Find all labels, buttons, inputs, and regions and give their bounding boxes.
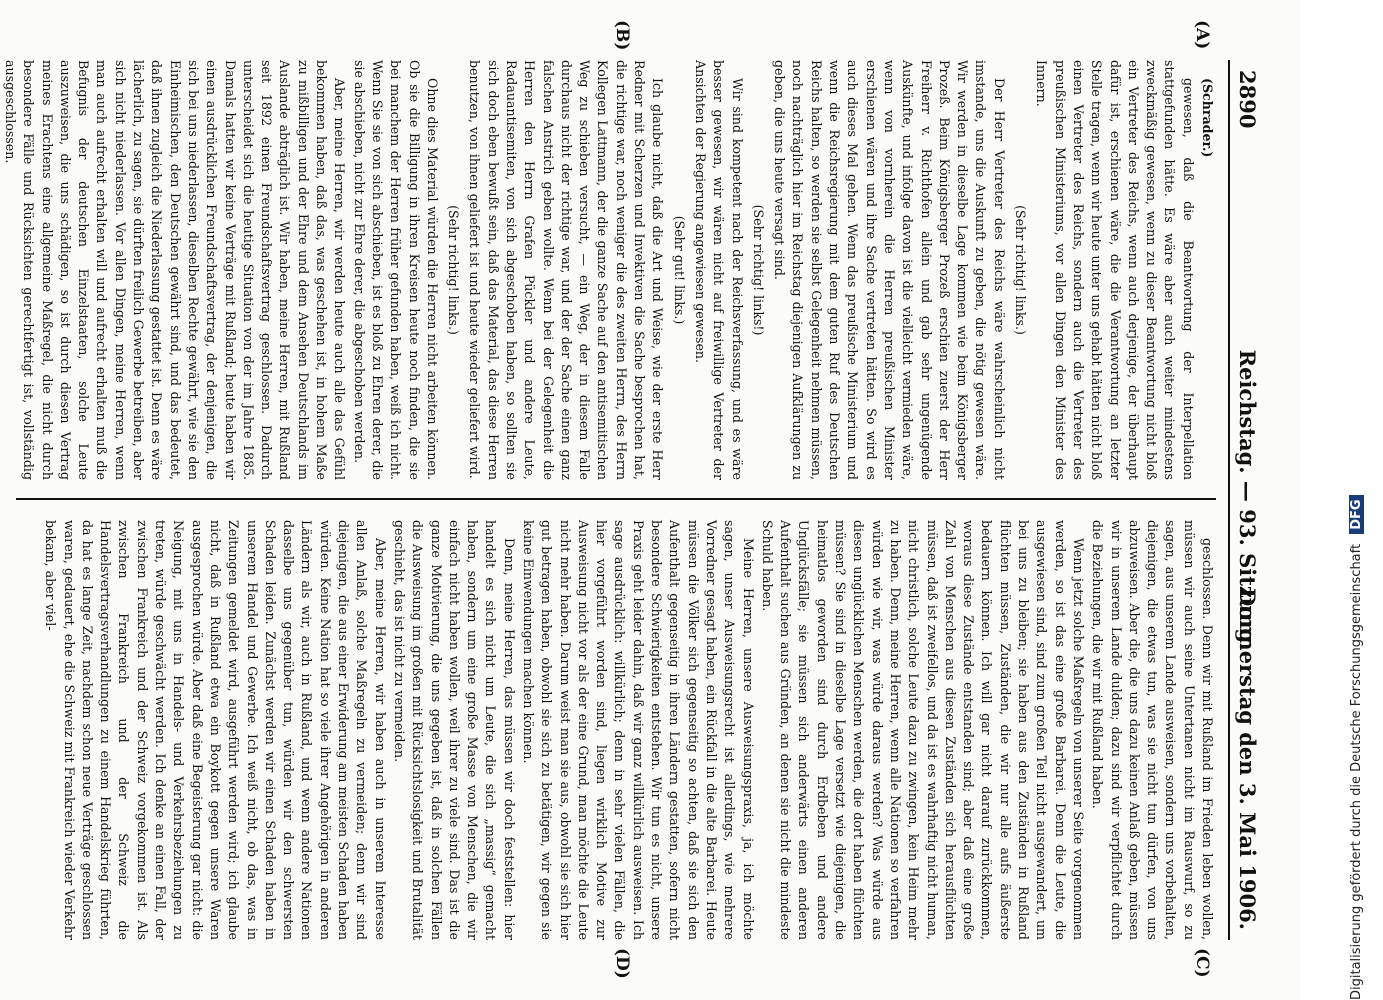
page-title: Reichstag. — 93. Sitzung. [1235,349,1260,651]
right-text-column [16,520,1216,940]
speaker-name: (Schrader.) [1200,78,1215,158]
page-content [3,20,1272,979]
paragraph: Wir sind kompetent nach der Reichsverfassung, und es wäre besser gewesen, wir wären nicht auf freiwillige Vertreter der Ansichten der Regierung angewiesen gewesen. [692,60,745,480]
paragraph: Aber, meine Herren, wir werden heute auch alle das Gefühl bekommen haben, daß das, was geschehen ist, in hohem Maße zu mißbilligen und der Ehre und dem Ansehen Deutschlands im Auslande abträglich ist. Wir haben, meine Herren, mit Rußland seit 1892 einen Freundschaftsvertrag geschlossen. Dadurch unterscheidet sich die heutige Situation von der im Jahre 1885. Damals hatten wir keine Verträge mit Rußland; heute haben wir einen ausdrücklichen Freundschaftsvertrag, der denjenigen, die sich bei uns niederlassen, dieselben Rechte gewährt, wie sie den Einheimischen, den Deutschen gewährt sind, und das bedeutet, daß ihnen zugleich die Niederlassung gestattet ist. Denn es wäre lächerlich, zu sagen, sie dürften freilich Gewerbe betreiben, aber sich nicht niederlassen. Vor allen Dingen, meine Herren, wenn man auch aufrecht erhalten will und aufrecht erhalten muß die Befugnis der deutschen Einzelstaaten, solche Leute auszuweisen, die uns schädigen, so ist durch diesen Vertrag meines Erachtens eine allgemeine Maßregel, die nicht durch besondere Fälle und Rücksichten gerechtfertigt ist, vollständig ausgeschlossen. [3,60,348,480]
dfg-logo: DFG [1349,495,1364,533]
paragraph: Denn, meine Herren, das müssen wir doch feststellen: hier handelt es sich nicht um Leute, die sich „massig“ gemacht haben, sondern um eine große Masse von Menschen, die wir einfach nicht haben wollen, weil ihrer zu viele sind. Das ist die ganze Motivierung, die uns gegeben ist, daß in solchen Fällen die Ausweisung im großen mit Rücksichtslosigkeit und Brutalität geschieht, das ist nicht zu vermeiden. [391,520,517,940]
column-divider [16,498,1216,500]
margin-letter-c: (C) [1192,948,1212,978]
paragraph: Der Herr Vertreter des Reichs wäre wahrscheinlich nicht imstande, uns die Auskunft zu geben, die nötig gewesen wäre. Wir werden in dieselbe Lage kommen wie beim Königsberger Prozeß. Beim Königsberger Prozeß erschien zuerst der Herr Freiherr v. Richthofen allein und gab sehr ungenügende Auskünfte, und infolge davon ist die vielleicht vermieden wäre, wenn von vornherein die Herren preußischen Minister erschienen wären und ihre Sache vertreten hätten. So wird es auch dieses Mal gehen. Wenn das preußische Ministerium und wenn die Reichsregierung mit dem guten Ruf des Deutschen Reichs halten, so werden sie selbst Gelegenheit nehmen müssen, noch nachträglich hier im Reichstag diejenigen Aufklärungen zu geben, die uns heute versagt sind. [772,60,1007,480]
interjection: (Sehr richtig! links.) [1013,205,1029,335]
page-header [1228,60,1264,940]
margin-letter-b: (B) [612,20,632,51]
credit-text: Digitalisierung gefördert durch die Deutsche Forschungsgemeinschaft [1349,543,1364,1000]
interjection: (Sehr richtig! links!) [750,204,766,336]
paragraph: Ich glaube nicht, daß die Art und Weise, wie der erste Herr Redner mit Scherzen und Invektiven die Sache besprochen hat, die richtige war, noch weniger die des zweiten Herrn, des Herrn Kollegen Lattmann, der die ganze Sache auf den antisemitischen Weg zu schieben versucht, — ein Weg, der in diesem Falle durchaus nicht der richtige war, und der der Sache einen ganz falschen Anstrich geben wollte. Wenn bei der Gelegenheit die Herren den Herrn Grafen Pückler und andere Leute, Radauantisemiten, von sich abgeschoben haben, so sollten sie sich doch eben bewußt sein, daß das Material, das diese Herren benutzen, von ihnen geliefert ist und heute wieder geliefert wird. [467,60,666,480]
interjection: (Sehr richtig! links.) [446,205,462,335]
paragraph: Ohne dies Material würden die Herren nicht arbeiten können. Ob sie die Billigung in ihren Kreisen heute noch finden, die sie bei manchem der Herren früher gefunden haben, weiß ich nicht. Wenn Sie sie von sich abschieben, ist es bloß zu Ehren derer, die sie abschieben, nicht zur Ehre derer, die abgeschoben werden. [351,60,440,480]
paragraph: Meine Herren, unsere Ausweisungspraxis, ja, ich möchte sagen, unser Ausweisungsrecht ist allerdings, wie mehrere Vorredner gesagt haben, ein Rückfall in die alte Barbarei. Heute müssen die Völker sich gegenseitig so achten, daß sie sich den Aufenthalt gegenseitig in ihren Ländern gestatten, sofern nicht besondere Schwierigkeiten entstehen. Wir tun es nicht, unsere Praxis geht leider dahin, daß wir ganz willkürlich ausweisen. Ich sage ausdrücklich: willkürlich; denn in sehr vielen Fällen, die hier vorgeführt worden sind, liegen wirklich Motive zur Ausweisung nicht vor als der eine Grund, man möchte die Leute nicht mehr haben. Darum weist man sie aus, obwohl sie sich hier gut betragen haben, obwohl sie sich zu betätigen, wir gegen sie keine Einwendungen machen können. [521,520,756,940]
margin-letter-d: (D) [612,948,632,979]
session-date: Donnerstag den 3. Mai 1906. [1235,587,1260,930]
paragraph: Aber, meine Herren, wir haben auch in unserem Interesse allen Anlaß, solche Maßregeln zu vermeiden; denn wir sind diejenigen, die aus einer Erwiderung am meisten Schaden haben würden. Keine Nation hat so viele ihrer Angehörigen in anderen Ländern als wir, auch in Rußland, und wenn andere Nationen dasselbe uns gegenüber tun, würden wir den schwersten Schaden leiden. Zunächst werden wir einen Schaden haben in unserem Handel und Gewerbe. Ich weiß nicht, ob das, was in Zeitungen gemeldet wird, ausgeführt werden wird; ich glaube nicht, daß in Rußland etwa ein Boykott gegen unsere Waren ausgesprochen würde. Aber daß eine Begeisterung gar nicht: die Neigung, mit uns in Handels- und Verkehrsbeziehungen zu treten, würde geschwächt werden. Ich denke an einen Fall, der zwischen Frankreich und der Schweiz vorgekommen ist. Als zwischen Frankreich und der Schweiz die Handelsvertragsverhandlungen zu einem Handelskrieg führten, da hat es lange Zeit, nachdem schon neue Verträge geschlossen waren, gedauert, ehe die Schweiz mit Frankreich wieder Verkehr bekam, aber viel- [43,520,388,940]
paragraph: gewesen, daß die Beantwortung der Interpellation stattgefunden hätte. Es wäre aber auch weiter mindestens zweckmäßig gewesen, wenn zu dieser Beantwortung nicht bloß ein Vertreter des Reichs, wenn auch derjenige, der überhaupt dafür ist, erschienen wäre, die die Verantwortung an letzter Stelle tragen, wenn wir heute unter uns gehabt hätten nicht bloß einen Vertreter des Reichs, sondern auch die Vertreter des preußischen Ministeriums, vor allen Dingen den Minister des Innern. [1034,60,1196,480]
margin-letter-a: (A) [1192,20,1212,50]
digitization-credit [1349,495,1364,1000]
page-number: 2890 [1235,70,1260,129]
interjection: (Sehr gut! links.) [671,215,687,325]
paragraph: Wenn jetzt solche Maßregeln von unserer Seite vorgenommen werden, so ist das eine große Barbarei. Denn die Leute, die ausgewiesen sind, sind zum großen Teil nicht ausgewandert, um bei uns zu bleiben; sie haben aus den Zuständen in Rußland flüchten müssen, Zuständen, die wir nur alle aufs äußerste bedauern können. Ich will gar nicht darauf zurückkommen, woraus diese Zustände entstanden sind; aber daß eine große Zahl von Menschen aus diesen Zuständen sich herausflüchten müssen, daß ist zweifellos, und da ist es wahrhaftig nicht human, nicht christlich, solche Leute dazu zu zwingen, kein Heim mehr zu haben. Denn, meine Herren, wenn alle Nationen so verfahren würden wie wir, was würde daraus werden? Was würde aus diesen unglücklichen Menschen werden, die dort haben flüchten müssen? Sie sind in dieselbe Lage versetzt wie diejenigen, die heimatlos geworden sind durch Erdbeben und andere Unglücksfälle; sie müssen sich anderwärts einen anderen Aufenthalt suchen aus Gründen, an denen sie nicht die mindeste Schuld haben. [759,520,1086,940]
paragraph: geschlossen. Denn wir mit Rußland im Frieden leben wollen, müssen wir auch seine Untertanen nicht im Rauswurf, so zu sagen, aus unserem Lande ausweisen, sondern uns vorbehalten, diejenigen, die etwas tun, was sie nicht tun dürfen, von uns abzuweisen. Aber die, die uns dazu keinen Anlaß geben, müssen wir in unserem Lande dulden; dazu sind wir verpflichtet durch die Beziehungen, die wir mit Rußland haben. [1090,520,1215,940]
left-text-column [3,60,1216,480]
